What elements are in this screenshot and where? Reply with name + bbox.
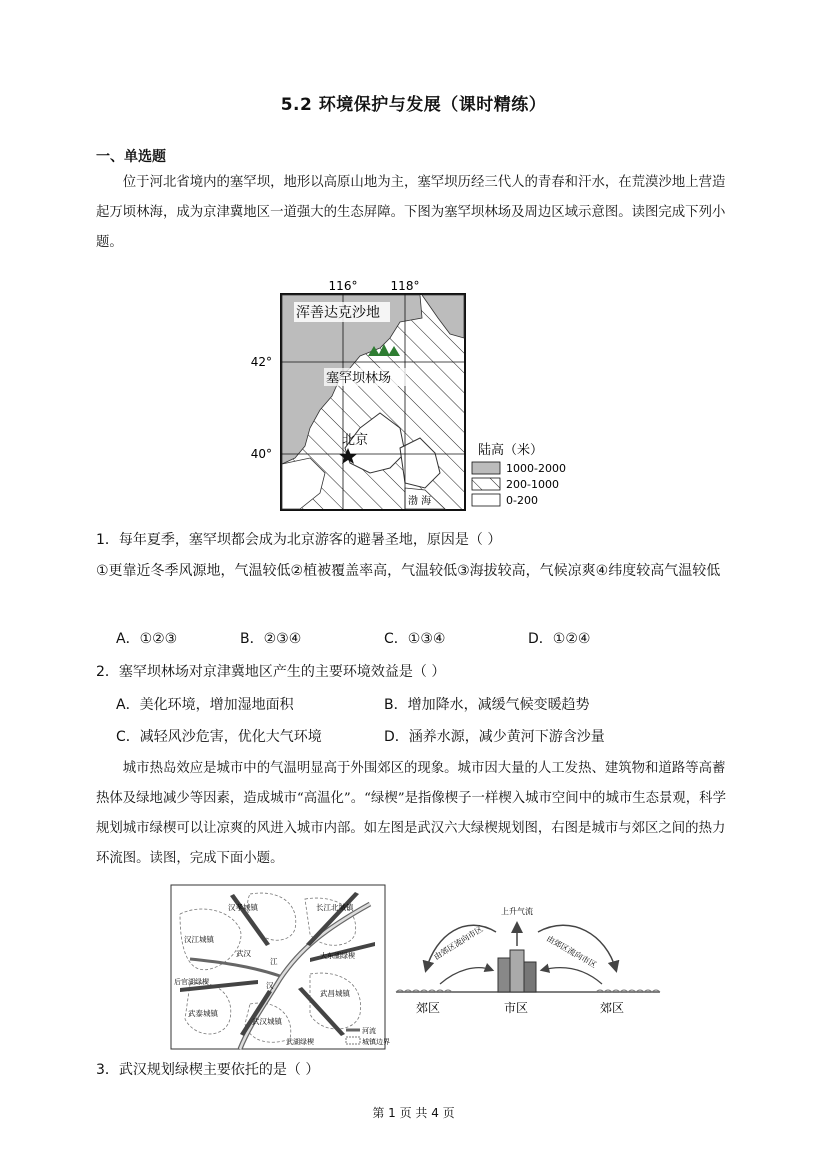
forest-label: 塞罕坝林场	[326, 371, 392, 386]
label-dadonghu: 大东湖绿楔	[320, 952, 355, 960]
lat-42: 42°	[250, 355, 272, 369]
right-flow-label: 由郊区流向市区	[545, 933, 598, 970]
legend-river: 河流	[362, 1027, 376, 1035]
city-label: 市区	[504, 1001, 529, 1015]
sea-label: 渤 海	[408, 496, 432, 507]
rising-air-label: 上升气流	[501, 907, 533, 916]
city-label: 北京	[342, 433, 369, 448]
svg-text:1000-2000: 1000-2000	[506, 462, 566, 475]
q1-option-c[interactable]: C．①③④	[384, 631, 446, 647]
question-1-statements: ①更靠近冬季风源地，气温较低②植被覆盖率高，气温较低③海拔较高，气候凉爽④纬度较高气温较低	[96, 563, 721, 579]
q2-option-d[interactable]: D．涵养水源，减少黄河下游含沙量	[384, 729, 605, 745]
label-wuchang: 武昌城镇	[320, 989, 350, 998]
q1-option-b[interactable]: B．②③④	[240, 631, 302, 647]
label-houguanhu: 后官湖绿楔	[174, 978, 209, 986]
question-1-stem: 1．每年夏季，塞罕坝都会成为北京游客的避暑圣地，原因是（ ）	[96, 532, 502, 548]
city-buildings-icon	[498, 950, 536, 992]
left-flow-label: 由郊区流向市区	[432, 924, 485, 962]
svg-text:200-1000: 200-1000	[506, 478, 559, 491]
q2-option-a[interactable]: A．美化环境，增加湿地面积	[116, 697, 294, 713]
q2-option-c[interactable]: C．减轻风沙危害，优化大气环境	[116, 729, 322, 745]
question-2-stem: 2．塞罕坝林场对京津冀地区产生的主要环境效益是（ ）	[96, 664, 446, 680]
passage-1: 位于河北省境内的塞罕坝，地形以高原山地为主，塞罕坝历经三代人的青春和汗水，在荒漠沙地上营造起万顷林海，成为京津冀地区一道强大的生态屏障。下图为塞罕坝林场及周边区域示意图。读图完成下列小题。	[96, 175, 726, 250]
label-hanjiang: 汉江城镇	[184, 935, 214, 944]
lat-40: 40°	[250, 447, 272, 461]
label-wuhan: 武汉	[236, 949, 251, 958]
lon-118: 118°	[390, 279, 420, 293]
legend-boundary: 城镇边界	[362, 1038, 390, 1046]
thermal-circulation-diagram	[396, 904, 660, 1024]
svg-text:0-200: 0-200	[506, 494, 538, 507]
passage-2: 城市热岛效应是城市中的气温明显高于外围郊区的现象。城市因大量的人工发热、建筑物和道路等高蓄热体及绿地减少等因素，造成城市“高温化”。“绿楔”是指像楔子一样楔入城市空间中的城市生态景观，科学规划城市绿楔可以让凉爽的风进入城市内部。如左图是武汉六大绿楔规划图，右图是城市与郊区之间的热力环流图。读图，完成下面小题。	[96, 761, 726, 866]
label-han: 汉	[266, 981, 274, 990]
section-heading: 一、单选题	[96, 149, 166, 165]
question-3-stem: 3．武汉规划绿楔主要依托的是（ ）	[96, 1062, 320, 1078]
label-wutai: 武泰城镇	[188, 1009, 218, 1018]
suburb-left-label: 郊区	[416, 1001, 441, 1015]
q1-option-a[interactable]: A．①②③	[116, 631, 178, 647]
q1-option-d[interactable]: D．①②④	[528, 631, 591, 647]
label-jiang: 江	[270, 957, 278, 966]
lon-116: 116°	[328, 279, 358, 293]
label-hanxiao: 汉孝城镇	[228, 903, 258, 912]
page-footer: 第 1 页 共 4 页	[372, 1106, 455, 1120]
q2-option-b[interactable]: B．增加降水，减缓气候变暖趋势	[384, 697, 590, 713]
label-wuhu: 武湖绿楔	[286, 1038, 314, 1046]
page-title: 5.2 环境保护与发展（课时精练）	[280, 95, 547, 115]
label-changjiangbei: 长江北城镇	[316, 903, 354, 912]
wuhan-green-wedge-map	[170, 884, 390, 1050]
label-wuhan-town: 武汉城镇	[252, 1017, 282, 1026]
desert-label: 浑善达克沙地	[296, 305, 380, 321]
saihanba-map	[250, 278, 580, 514]
svg-text:陆高（米）: 陆高（米）	[478, 443, 544, 458]
map-legend	[472, 442, 566, 507]
suburb-right-label: 郊区	[600, 1001, 625, 1015]
